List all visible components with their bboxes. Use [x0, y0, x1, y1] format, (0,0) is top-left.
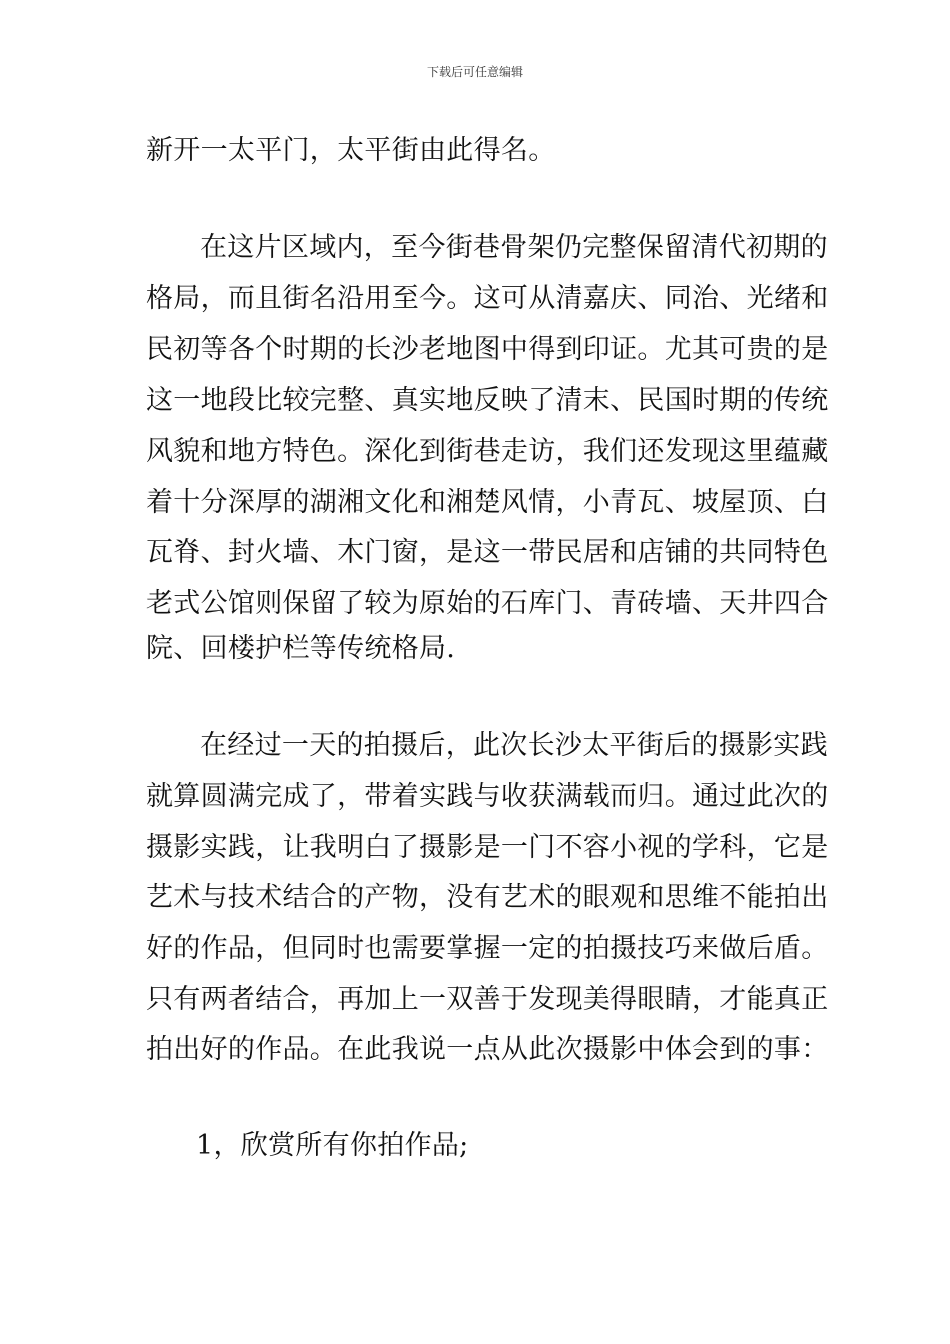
paragraph-line: 老式公馆则保留了较为原始的石库门、青砖墙、天井四合	[146, 588, 829, 619]
paragraph-line: 着十分深厚的湖湘文化和湘楚风情，小青瓦、坡屋顶、白	[146, 487, 829, 518]
paragraph-line: 这一地段比较完整、真实地反映了清末、民国时期的传统	[146, 385, 829, 416]
paragraph-line: 格局，而且街名沿用至今。这可从清嘉庆、同治、光绪和	[146, 283, 829, 314]
list-item: 1，欣赏所有你拍作品;	[196, 1130, 469, 1161]
paragraph-line: 瓦脊、封火墙、木门窗，是这一带民居和店铺的共同特色	[146, 537, 829, 568]
paragraph-line: 就算圆满完成了，带着实践与收获满载而归。通过此次的	[146, 781, 829, 812]
paragraph-line: 风貌和地方特色。深化到街巷走访，我们还发现这里蕴藏	[146, 436, 829, 467]
paragraph-line: 在经过一天的拍摄后，此次长沙太平街后的摄影实践	[200, 730, 828, 761]
paragraph-line: 好的作品，但同时也需要掌握一定的拍摄技巧来做后盾。	[146, 933, 829, 964]
paragraph-line: 院、回楼护栏等传统格局.	[146, 633, 456, 664]
paragraph-line: 摄影实践，让我明白了摄影是一门不容小视的学科，它是	[146, 832, 829, 863]
paragraph-line: 艺术与技术结合的产物，没有艺术的眼观和思维不能拍出	[146, 882, 829, 913]
paragraph-line: 在这片区域内，至今街巷骨架仍完整保留清代初期的	[200, 232, 828, 263]
paragraph-line: 拍出好的作品。在此我说一点从此次摄影中体会到的事：	[146, 1034, 829, 1065]
paragraph-line: 只有两者结合，再加上一双善于发现美得眼睛，才能真正	[146, 984, 829, 1015]
page-header: 下载后可任意编辑	[426, 65, 523, 79]
paragraph-line: 新开一太平门，太平街由此得名。	[146, 135, 556, 166]
paragraph-line: 民初等各个时期的长沙老地图中得到印证。尤其可贵的是	[146, 334, 829, 365]
